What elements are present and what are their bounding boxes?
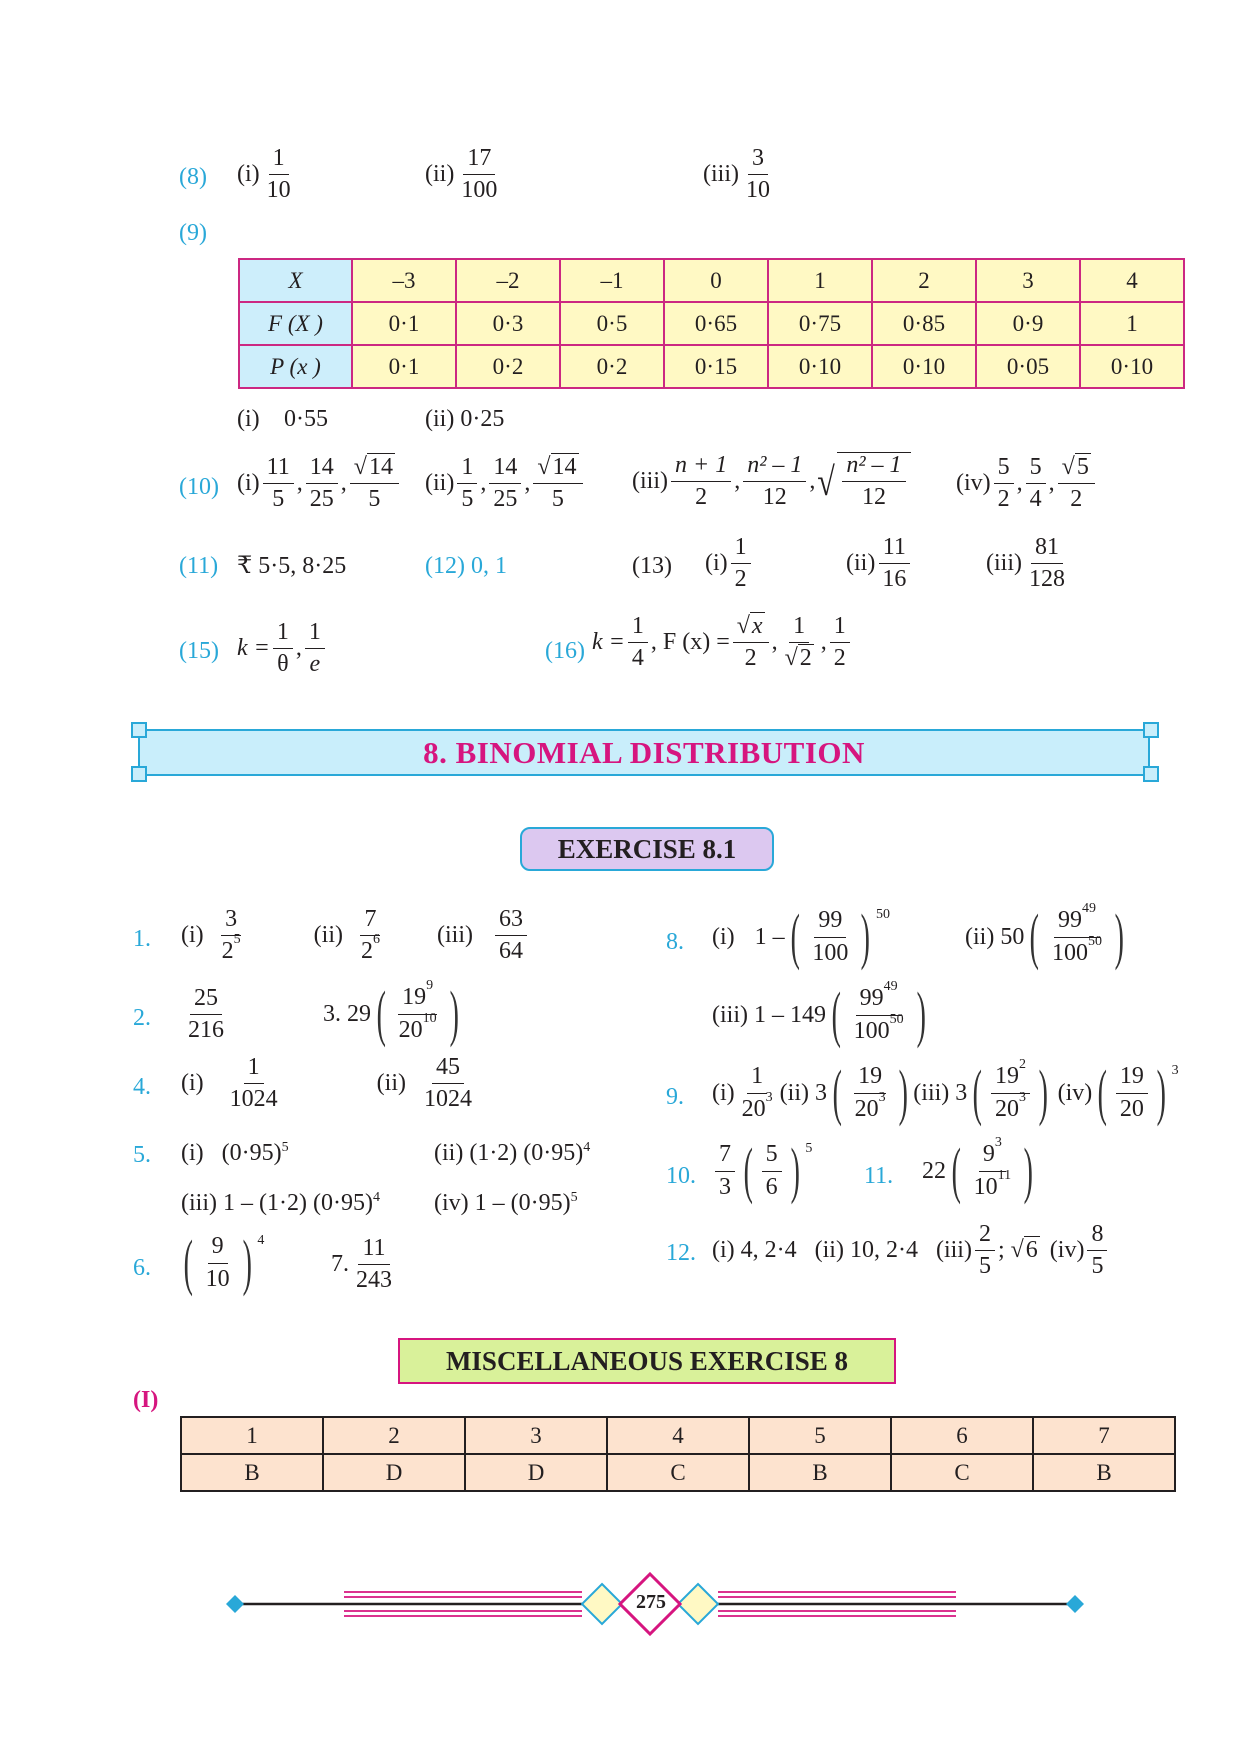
q9-table-cell: 0·10	[1080, 345, 1184, 388]
q9-table-cell: –3	[352, 259, 456, 302]
ex8-number: 8.	[666, 929, 684, 955]
frac-den: 20	[1119, 1095, 1144, 1122]
misc-question-number: 3	[465, 1417, 607, 1454]
frac-den: 243	[356, 1267, 392, 1294]
exponent: 4	[583, 1139, 591, 1155]
frac-num: 81	[1031, 535, 1063, 564]
exponent: 5	[570, 1189, 578, 1205]
ex3-prefix: 3. 29	[323, 1000, 371, 1027]
frac-den: 64	[498, 938, 523, 965]
ex3-answer: 3. 29 ( $\frac{19^9}{20^{10}}$ )	[323, 978, 459, 1048]
q9-table-row	[239, 302, 1184, 345]
q11-answer: ₹ 5·5, 8·25	[237, 553, 347, 579]
misc-answer: B	[181, 1454, 323, 1491]
ex8-i-prefix: 1 –	[754, 923, 785, 950]
frac-num: 17	[463, 146, 495, 175]
q9-i-value: 0·55	[284, 406, 328, 432]
frac-num: n² – 1	[743, 453, 806, 482]
q9-table-cell: 0·3	[456, 302, 560, 345]
frac-num: 11	[358, 1236, 389, 1265]
frac-den: θ	[277, 651, 289, 678]
q9-ii-answer: (ii) 0·25	[425, 406, 505, 432]
ex5-iv	[434, 1190, 578, 1217]
q13-part-i	[705, 535, 754, 592]
q9-row-header: P (x )	[239, 345, 352, 388]
chapter-title: 8. BINOMIAL DISTRIBUTION	[423, 734, 865, 770]
misc-answer: C	[891, 1454, 1033, 1491]
q13-part-iii	[986, 535, 1072, 592]
frac-num: 1	[789, 614, 809, 643]
exponent: 10	[422, 1010, 437, 1026]
frac-den: 1024	[423, 1086, 472, 1113]
misc-question-number: 7	[1033, 1417, 1175, 1454]
exponent: 4	[257, 1233, 265, 1248]
exponent: 50	[875, 907, 890, 922]
exponent: 50	[889, 1011, 904, 1027]
q8-part-iii	[703, 146, 777, 203]
sqrt-value: x	[751, 613, 763, 639]
misc-answer: B	[1033, 1454, 1175, 1491]
frac-num: 14	[489, 455, 521, 484]
frac-num: 99	[859, 985, 884, 1012]
q8-iii-fraction	[742, 146, 774, 203]
frac-num: 3	[748, 146, 768, 175]
frac-den: 1024	[229, 1086, 278, 1113]
misc-answer: B	[749, 1454, 891, 1491]
frac-num: n + 1	[671, 453, 731, 482]
frac-den: 6	[765, 1173, 778, 1200]
q10-ii-label: (ii)	[425, 470, 455, 497]
ex11-prefix: 22	[922, 1157, 946, 1184]
q15-k: k =	[237, 635, 270, 662]
frac-num: 11	[879, 535, 910, 564]
frac-num: 45	[432, 1055, 464, 1084]
frac-num: 7	[360, 907, 380, 936]
frac-den: 2	[360, 938, 373, 965]
q9-table-cell: 0·85	[872, 302, 976, 345]
exponent: 3	[994, 1135, 1002, 1151]
banner-corner	[1143, 722, 1159, 738]
frac-den: 10	[266, 177, 291, 204]
exponent: 50	[1087, 933, 1102, 949]
q9-table-row	[239, 345, 1184, 388]
q9-table-cell: –1	[560, 259, 664, 302]
ex5-ii	[434, 1140, 590, 1167]
misc-question-number: 5	[749, 1417, 891, 1454]
q9-table-cell: 0·10	[768, 345, 872, 388]
ex11-answer: 22 ( $\frac{9^3}{10^{11}}$ )	[922, 1135, 1034, 1205]
frac-den: 100	[461, 177, 498, 204]
ex4-answers	[181, 1055, 479, 1112]
misc-table-row	[181, 1454, 1175, 1491]
q16-k: k =	[592, 629, 625, 656]
frac-num: 1	[244, 1055, 264, 1084]
ex9-iv-label: (iv)	[1057, 1079, 1093, 1106]
q10-part-i: (i) $\frac{11}{5}$ , $\frac{14}{25}$ , $\frac{√14}{5}$	[237, 455, 402, 512]
ex1-i-label: (i)	[181, 922, 204, 949]
frac-den: 20	[994, 1095, 1019, 1122]
frac-num: 1	[305, 620, 325, 649]
misc-answer: C	[607, 1454, 749, 1491]
frac-num: 63	[495, 907, 527, 936]
frac-num: 1	[273, 620, 293, 649]
q10-i-label: (i)	[237, 470, 260, 497]
exponent: 3	[765, 1089, 773, 1105]
misc-part-label: (I)	[133, 1387, 159, 1413]
footer-end-diamond	[1066, 1595, 1084, 1613]
frac-num: 19	[402, 984, 427, 1011]
ex10-number: 10.	[666, 1163, 696, 1189]
ex11-number: 11.	[864, 1163, 894, 1189]
q9-table-row	[239, 259, 1184, 302]
ex2-number: 2.	[133, 1005, 151, 1031]
q16-number: (16)	[545, 638, 585, 664]
exponent: 5	[805, 1141, 813, 1156]
q9-table-cell: 0·2	[560, 345, 664, 388]
frac-den: 5	[368, 486, 381, 513]
frac-den: 5	[551, 486, 564, 513]
ex12-iv-label: (iv)	[1049, 1237, 1085, 1264]
q10-iii-label: (iii)	[632, 467, 668, 494]
frac-den: 10	[973, 1173, 998, 1200]
frac-num: 19	[994, 1063, 1019, 1090]
frac-num: 11	[263, 455, 294, 484]
ex5-i-label: (i)	[181, 1140, 204, 1166]
misc-answer: D	[465, 1454, 607, 1491]
frac-num: 3	[221, 907, 241, 936]
frac-den: 100	[812, 939, 849, 966]
ex9-iii-label: (iii) 3	[913, 1079, 968, 1106]
frac-den: 128	[1029, 566, 1065, 593]
ex8-iii-label: (iii) 1 – 149	[712, 1001, 826, 1028]
footer-side-diamond	[678, 1584, 718, 1624]
exponent: 4	[372, 1189, 380, 1205]
ex9-answers: (i) $\frac{1}{20^3}$ (ii) 3 ( $\frac{19}{20^3}$ ) (iii) 3 ( $\frac{19^2}{20^3}$ ) (iv) ( $\frac{19}{20}$ ) 3	[712, 1057, 1179, 1127]
q15-number: (15)	[179, 638, 219, 664]
q16-answer: k = $\frac{1}{4}$ , F (x) = $\frac{√x}{2}$ , $\frac{1}{√2}$ , $\frac{1}{2}$	[592, 614, 853, 671]
frac-den: 20	[854, 1095, 879, 1122]
frac-den: 12	[762, 483, 787, 510]
frac-num: 14	[306, 455, 338, 484]
q9-i-label: (i)	[237, 406, 260, 432]
frac-den: 16	[882, 566, 907, 593]
exponent: 5	[233, 932, 241, 948]
q8-part-ii	[425, 146, 504, 203]
frac-num: 9	[208, 1234, 228, 1263]
ex4-number: 4.	[133, 1074, 151, 1100]
page-number: 275	[636, 1591, 666, 1613]
q8-i-label: (i)	[237, 161, 260, 188]
q9-table-cell: 3	[976, 259, 1080, 302]
ex12-text: (i) 4, 2·4 (ii) 10, 2·4 (iii)	[712, 1237, 972, 1264]
q10-part-iii: (iii) $\frac{n + 1}{2}$ , $\frac{\text{n² – 1}}{12}$ , √ $\frac{\text{n² – 1}}{12}$	[632, 452, 911, 510]
q10-iv-label: (iv)	[956, 470, 991, 497]
exercise-heading	[520, 827, 774, 871]
banner-corner	[131, 722, 147, 738]
q10-part-ii: (ii) $\frac{1}{5}$ , $\frac{14}{25}$ , $\frac{√14}{5}$	[425, 455, 586, 512]
ex5-iii	[181, 1190, 380, 1217]
ex5-ii-value: (ii) (1·2) (0·95)	[434, 1140, 584, 1166]
sqrt-value: 14	[552, 454, 577, 480]
q8-i-fraction	[263, 146, 295, 203]
frac-num: 1	[747, 1064, 767, 1093]
q9-table-cell: 0·05	[976, 345, 1080, 388]
ex6-answer: ( $\frac{9}{10}$ ) 4	[183, 1229, 265, 1297]
q9-distribution-table	[238, 258, 1185, 389]
exponent: 49	[1081, 901, 1096, 917]
q8-ii-label: (ii)	[425, 161, 455, 188]
banner-corner	[131, 766, 147, 782]
ex10-answer: $\frac{7}{3}$ ( $\frac{5}{6}$ ) 5	[712, 1140, 812, 1202]
misc-heading	[398, 1338, 896, 1384]
q9-table-cell: 4	[1080, 259, 1184, 302]
frac-den: 5	[272, 486, 285, 513]
misc-table-row	[181, 1417, 1175, 1454]
exponent: 11	[997, 1167, 1012, 1183]
frac-num: 1	[269, 146, 289, 175]
exponent: 49	[883, 979, 898, 995]
frac-den: 4	[631, 645, 644, 672]
footer-side-diamond	[582, 1584, 622, 1624]
q9-number: (9)	[179, 220, 207, 246]
q9-table-cell: 0·2	[456, 345, 560, 388]
q12-answer: (12) 0, 1	[425, 553, 507, 579]
frac-den: 2	[221, 938, 234, 965]
q9-table-cell: 0·15	[664, 345, 768, 388]
ex8-i-label: (i)	[712, 923, 735, 950]
footer-end-diamond	[226, 1595, 244, 1613]
ex5-iv-value: (iv) 1 – (0·95)	[434, 1190, 571, 1216]
q13-ii-label: (ii)	[846, 550, 876, 577]
q9-row-header: X	[239, 259, 352, 302]
q11-number: (11)	[179, 553, 219, 579]
frac-num: 5	[994, 455, 1014, 484]
frac-den: 5	[1091, 1253, 1104, 1280]
frac-den: 2	[997, 486, 1010, 513]
frac-den: 10	[746, 177, 770, 204]
q13-iii-label: (iii)	[986, 550, 1022, 577]
q9-table-cell: 0·1	[352, 345, 456, 388]
exponent: 3	[1018, 1089, 1026, 1105]
frac-num: n² – 1	[842, 453, 905, 482]
frac-den: 100	[853, 1017, 890, 1044]
ex4-i-label: (i)	[181, 1070, 204, 1097]
frac-num: 1	[628, 614, 648, 643]
ex9-ii-label: (ii) 3	[779, 1079, 827, 1106]
frac-num: 1	[457, 455, 477, 484]
frac-den: 20	[741, 1095, 766, 1122]
frac-den: 100	[1051, 939, 1088, 966]
q13-i-label: (i)	[705, 550, 728, 577]
frac-num: 8	[1087, 1222, 1107, 1251]
ex5-i-value: (0·95)	[221, 1140, 282, 1166]
ex2-answer	[181, 986, 231, 1043]
frac-den: 3	[719, 1173, 731, 1200]
ex5-iii-value: (iii) 1 – (1·2) (0·95)	[181, 1190, 373, 1216]
frac-den: 2	[744, 645, 757, 672]
q9-table-cell: 0·5	[560, 302, 664, 345]
frac-den: 12	[861, 484, 886, 511]
ex4-ii-label: (ii)	[376, 1070, 406, 1097]
exponent: 3	[1171, 1063, 1179, 1078]
banner-corner	[1143, 766, 1159, 782]
frac-den: 10	[205, 1265, 230, 1292]
ex12-answers: (i) 4, 2·4 (ii) 10, 2·4 (iii) $\frac{2}{5}$ ; √6 (iv) $\frac{8}{5}$	[712, 1222, 1110, 1279]
misc-answer: D	[323, 1454, 465, 1491]
q10-number: (10)	[179, 474, 219, 500]
q8-part-i	[237, 146, 298, 203]
frac-den: 5	[978, 1253, 991, 1280]
frac-num: 5	[762, 1142, 782, 1171]
q9-table-cell: 0·75	[768, 302, 872, 345]
frac-den: 20	[398, 1016, 423, 1043]
ex9-number: 9.	[666, 1084, 684, 1110]
exercise-title: EXERCISE 8.1	[557, 833, 737, 864]
misc-question-number: 4	[607, 1417, 749, 1454]
frac-num: 1	[731, 535, 751, 564]
frac-num: 7	[715, 1142, 735, 1171]
frac-den: 216	[188, 1017, 224, 1044]
exponent: 5	[281, 1139, 289, 1155]
frac-den: 25	[309, 486, 334, 513]
misc-title: MISCELLANEOUS EXERCISE 8	[445, 1345, 849, 1376]
ex8-ii: (ii) 50 ( $\frac{99^{49}}{100^{50}}$ )	[965, 901, 1124, 971]
frac-den: 2	[1070, 486, 1083, 513]
q13-part-ii	[846, 535, 913, 592]
misc-question-number: 1	[181, 1417, 323, 1454]
frac-num: 5	[1026, 455, 1046, 484]
ex8-i: (i) 1 – ( $\frac{99}{100}$ ) 50	[712, 903, 890, 971]
misc-question-number: 6	[891, 1417, 1033, 1454]
q8-number: (8)	[179, 164, 207, 190]
exponent: 6	[372, 932, 380, 948]
frac-den: e	[309, 651, 321, 678]
q13-number: (13)	[632, 553, 672, 579]
q9-table-cell: 0·1	[352, 302, 456, 345]
chapter-banner	[138, 729, 1150, 776]
frac-num: 19	[854, 1064, 886, 1093]
frac-num: 9	[982, 1141, 995, 1168]
q16-f: , F (x) =	[650, 629, 730, 656]
q9-table-cell: 1	[1080, 302, 1184, 345]
ex6-number: 6.	[133, 1255, 151, 1281]
q8-iii-label: (iii)	[703, 161, 739, 188]
frac-den: 5	[461, 486, 474, 513]
ex9-i-label: (i)	[712, 1079, 735, 1106]
q9-table-cell: 0	[664, 259, 768, 302]
ex1-number: 1.	[133, 926, 151, 952]
sqrt-value: 14	[368, 454, 393, 480]
frac-den: 2	[734, 566, 747, 593]
ex1-iii-label: (iii)	[436, 922, 473, 949]
ex5-i	[181, 1140, 289, 1167]
frac-num: 1	[830, 614, 850, 643]
q9-table-cell: 0·9	[976, 302, 1080, 345]
frac-den: 2	[833, 645, 846, 672]
frac-num: 99	[1057, 907, 1082, 934]
q15-answer: k = $\frac{1}{\theta}$ , $\frac{1}{e}$	[237, 620, 328, 677]
frac-den: 25	[493, 486, 518, 513]
q9-row-header: F (X )	[239, 302, 352, 345]
frac-num: 19	[1116, 1064, 1148, 1093]
ex7-prefix: 7.	[331, 1251, 349, 1278]
frac-num: 2	[975, 1222, 995, 1251]
q10-part-iv: (iv) $\frac{5}{2}$ , $\frac{5}{4}$ , $\frac{√5}{2}$	[956, 455, 1098, 512]
misc-answer-table	[180, 1416, 1176, 1492]
q9-table-cell: –2	[456, 259, 560, 302]
exponent: 2	[1018, 1057, 1026, 1073]
frac-den: 2	[695, 483, 708, 510]
frac-den: 4	[1029, 486, 1042, 513]
ex12-number: 12.	[666, 1240, 696, 1266]
q9-table-cell: 0·65	[664, 302, 768, 345]
q9-table-cell: 1	[768, 259, 872, 302]
frac-num: 99	[814, 908, 846, 937]
sqrt-value: 5	[1076, 454, 1089, 480]
exponent: 9	[426, 978, 434, 994]
frac-num: 25	[190, 986, 222, 1015]
ex8-ii-label: (ii) 50	[965, 923, 1025, 950]
q9-table-cell: 0·10	[872, 345, 976, 388]
q8-ii-fraction	[457, 146, 501, 203]
sqrt-value: 6	[1025, 1237, 1038, 1264]
q9-table-cell: 2	[872, 259, 976, 302]
ex1-ii-label: (ii)	[313, 922, 343, 949]
ex8-iii: (iii) 1 – 149 ( $\frac{99^{49}}{100^{50}}$ )	[712, 979, 926, 1049]
misc-question-number: 2	[323, 1417, 465, 1454]
ex5-number: 5.	[133, 1142, 151, 1168]
ex7-answer	[331, 1236, 399, 1293]
ex1-answers	[181, 907, 530, 964]
exponent: 3	[878, 1089, 886, 1105]
sqrt-value: 2	[799, 645, 812, 672]
ex12-separator: ;	[997, 1237, 1011, 1264]
